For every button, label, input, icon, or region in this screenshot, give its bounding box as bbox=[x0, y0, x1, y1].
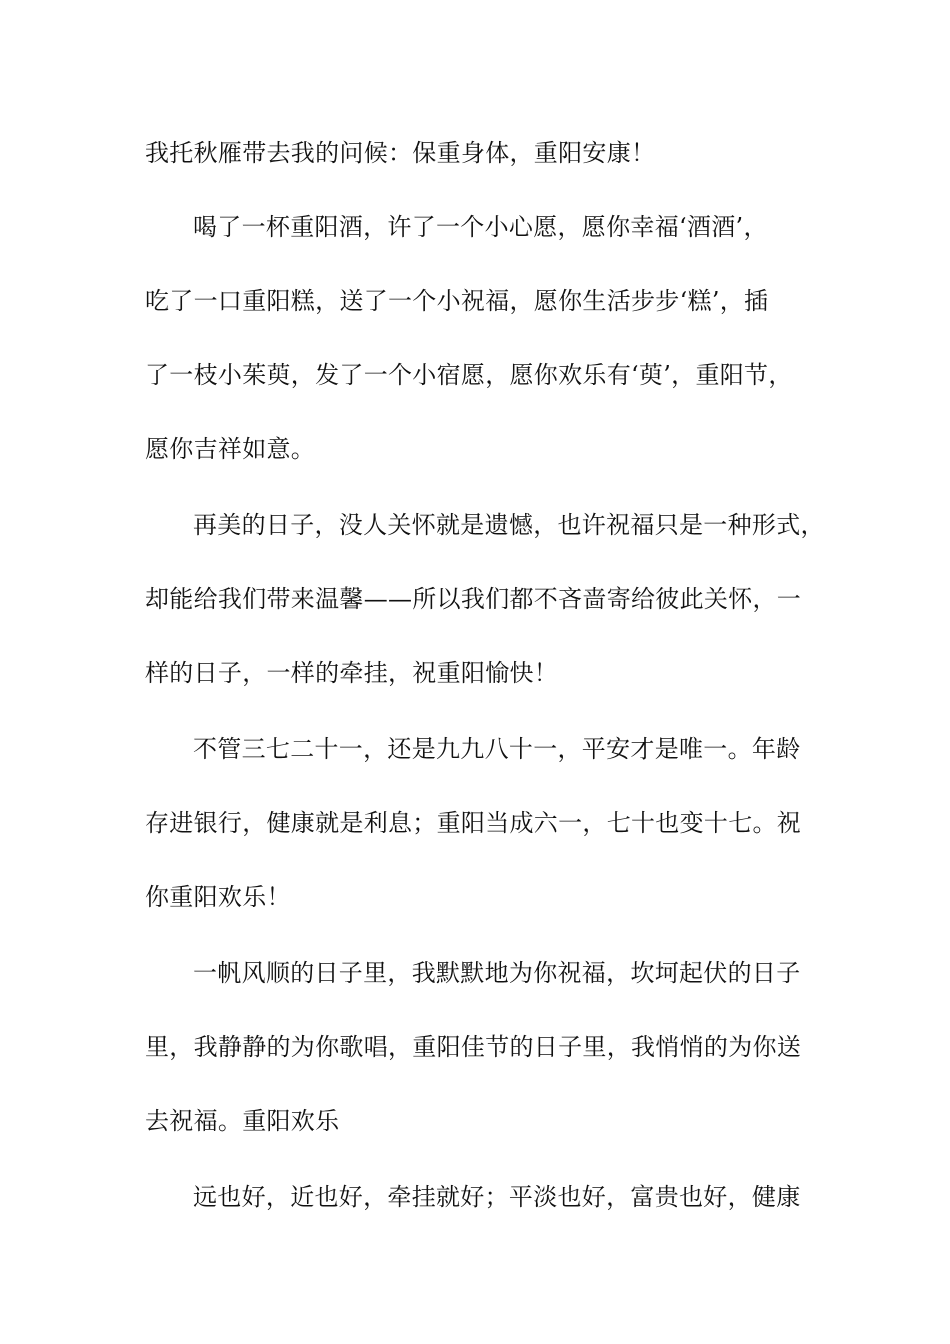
text-line: 却能给我们带来温馨——所以我们都不吝啬寄给彼此关怀，一 bbox=[145, 585, 802, 613]
text-line: 了一枝小茱萸，发了一个小宿愿，愿你欢乐有‘萸’，重阳节， bbox=[145, 361, 793, 389]
paragraph-first-line: 不管三七二十一，还是九九八十一，平安才是唯一。年龄 bbox=[193, 735, 801, 763]
text-line: 愿你吉祥如意。 bbox=[145, 435, 316, 463]
text-line: 你重阳欢乐！ bbox=[145, 883, 291, 911]
paragraph-first-line: 远也好，近也好，牵挂就好；平淡也好，富贵也好，健康 bbox=[193, 1183, 801, 1211]
text-line: 我托秋雁带去我的问候：保重身体，重阳安康！ bbox=[145, 139, 656, 167]
text-line: 吃了一口重阳糕，送了一个小祝福，愿你生活步步‘糕’，插 bbox=[145, 287, 769, 315]
text-line: 去祝福。重阳欢乐 bbox=[145, 1107, 340, 1135]
text-line: 存进银行，健康就是利息；重阳当成六一，七十也变十七。祝 bbox=[145, 809, 802, 837]
paragraph-first-line: 再美的日子，没人关怀就是遗憾，也许祝福只是一种形式， bbox=[193, 511, 825, 539]
text-line: 里，我静静的为你歌唱，重阳佳节的日子里，我悄悄的为你送 bbox=[145, 1033, 802, 1061]
text-line: 样的日子，一样的牵挂，祝重阳愉快！ bbox=[145, 659, 559, 687]
paragraph-first-line: 一帆风顺的日子里，我默默地为你祝福，坎坷起伏的日子 bbox=[193, 959, 801, 987]
paragraph-first-line: 喝了一杯重阳酒，许了一个小心愿，愿你幸福‘酒酒’， bbox=[193, 213, 768, 241]
